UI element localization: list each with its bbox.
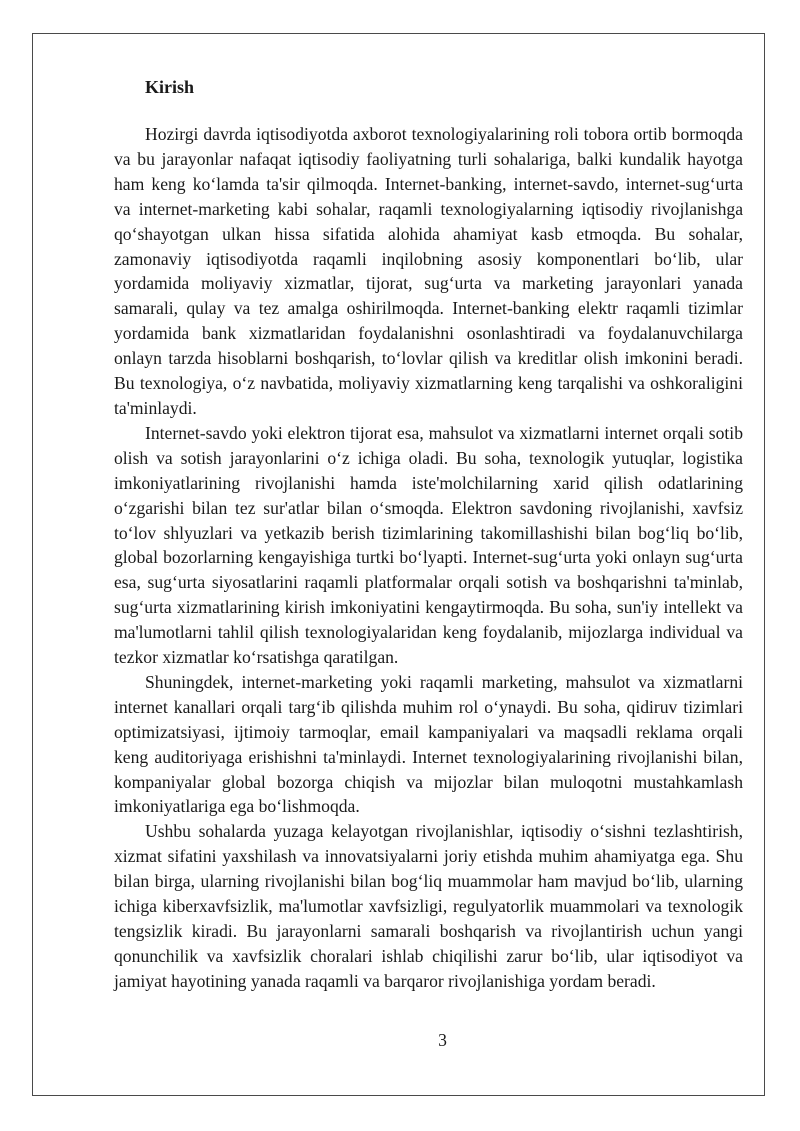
paragraph-4: Ushbu sohalarda yuzaga kelayotgan rivojlanishlar, iqtisodiy o‘sishni tezlashtirish, xizmat sifatini yaxshilash va innovatsiyalarni joriy etishda muhim ahamiyatga ega. Shu bilan birga, ularning rivojlanishi bilan bog‘liq muammolar ham mavjud bo‘lib, ularning ichiga kiberxavfsizlik, ma'lumotlar xavfsizligi, regulyatorlik muammolari va texnologik tengsizlik kiradi. Bu jarayonlarni samarali boshqarish va rivojlantirish uchun yangi qonunchilik va xavfsizlik choralari ishlab chiqilishi zarur bo‘lib, ular iqtisodiyot va jamiyat hayotining yanada raqamli va barqaror rivojlanishiga yordam beradi. — [114, 821, 743, 991]
paragraph-3: Shuningdek, internet-marketing yoki raqamli marketing, mahsulot va xizmatlarni internet kanallari orqali targ‘ib qilishda muhim rol o‘ynaydi. Bu soha, qidiruv tizimlari optimizatsiyasi, ijtimoiy tarmoqlar, email kampaniyalari va maqsadli reklama orqali keng auditoriyaga erishishni ta'minlaydi. Internet texnologiyalarining rivojlanishi bilan, kompaniyalar global bozorga chiqish va mijozlar bilan muloqotni mustahkamlash imkoniyatlariga ega bo‘lishmoqda. — [114, 671, 743, 817]
paragraph-1: Hozirgi davrda iqtisodiyotda axborot texnologiyalarining roli tobora ortib bormoqda va bu jarayonlar nafaqat iqtisodiy faoliyatning turli sohalariga, balki kundalik hayotga ham keng ko‘lamda ta'sir qilmoqda. Internet-banking, internet-savdo, internet-sug‘urta va internet-marketing kabi sohalar, raqamli texnologiyalarning iqtisodiy rivojlanishga qo‘shayotgan ulkan hissa sifatida alohida ahamiyat kasb etmoqda. Bu sohalar, zamonaviy iqtisodiyotda raqamli inqilobning asosiy komponentlari bo‘lib, ular yordamida moliyaviy xizmatlar, tijorat, sug‘urta va marketing jarayonlari yanada samarali, qulay va tez amalga oshirilmoqda. Internet-banking elektr raqamli tizimlar yordamida bank xizmatlaridan foydalanishni osonlashtiradi va foydalanuvchilarga onlayn tarzda hisoblarni boshqarish, to‘lovlar qilish va kreditlar olish imkonini beradi. Bu texnologiya, o‘z navbatida, moliyaviy xizmatlarning keng tarqalishi va oshkoraligini ta'minlaydi. — [114, 124, 743, 418]
paragraph-2: Internet-savdo yoki elektron tijorat esa, mahsulot va xizmatlarni internet orqali sotib olish va sotish jarayonlarini o‘z ichiga oladi. Bu soha, texnologik yutuqlar, logistika imkoniyatlarining rivojlanishi hamda iste'molchilarning xarid qilish odatlarining o‘zgarishi bilan tez sur'atlar bilan o‘smoqda. Elektron savdoning rivojlanishi, xavfsiz to‘lov shlyuzlari va yetkazib berish tizimlarining takomillashishi bilan bog‘liq bo‘lib, global bozorlarning kengayishiga turtki bo‘lyapti. Internet-sug‘urta yoki onlayn sug‘urta esa, sug‘urta siyosatlarini raqamli platformalar orqali sotish va boshqarishni ta'minlab, sug‘urta xizmatlarining kirish imkoniyatini kengaytirmoqda. Bu soha, sun'iy intellekt va ma'lumotlarni tahlil qilish texnologiyalaridan keng foydalanib, mijozlarga individual va tezkor xizmatlar ko‘rsatishga qaratilgan. — [114, 422, 743, 668]
section-heading: Kirish — [145, 77, 195, 97]
page-number: 3 — [438, 1030, 447, 1050]
body-text — [114, 122, 743, 994]
